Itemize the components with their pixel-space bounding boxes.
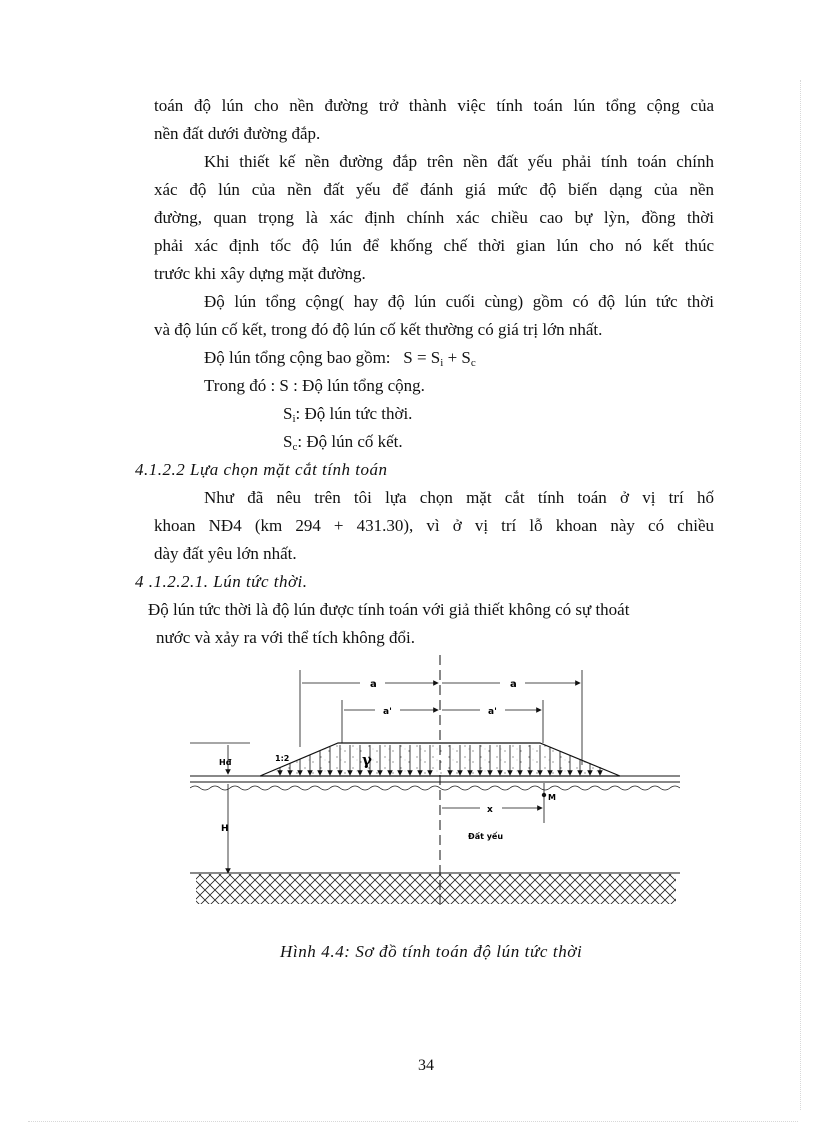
label-hd: Hđ	[219, 758, 232, 767]
label-a-right: a	[510, 679, 517, 690]
settlement-diagram	[190, 655, 680, 910]
formula-plus: + S	[443, 348, 471, 367]
si-symbol: S	[283, 404, 293, 423]
soft-soil-wavy-line	[190, 786, 680, 790]
formula-intro: Độ lún tổng cộng bao gồm:	[204, 348, 391, 367]
paragraph-line: nền đất dưới đường đắp.	[154, 124, 321, 143]
label-gamma: γ	[362, 751, 372, 769]
figure-caption: Hình 4.4: Sơ đồ tính toán độ lún tức thời	[280, 942, 583, 961]
page-number: 34	[418, 1057, 434, 1074]
section-heading: 4.1.2.2 Lựa chọn mặt cắt tính toán	[135, 460, 388, 479]
subsection-heading: 4 .1.2.2.1. Lún tức thời.	[135, 572, 308, 591]
where-label: Trong đó :	[204, 376, 276, 395]
paragraph-line: Như đã nêu trên tôi lựa chọn mặt cắt tính toán ở vị trí hố	[204, 488, 714, 507]
paragraph-line: trước khi xây dựng mặt đường.	[154, 264, 366, 283]
page-edge-bottom	[28, 1121, 798, 1122]
si-definition	[283, 404, 412, 424]
paragraph-line: toán độ lún cho nền đường trở thành việc tính toán lún tổng cộng của	[154, 96, 714, 115]
sc-text: : Độ lún cố kết.	[297, 432, 403, 451]
paragraph-line: và độ lún cố kết, trong đó độ lún cố kết thường có giá trị lớn nhất.	[154, 320, 603, 339]
label-a-prime-left: a'	[383, 707, 392, 717]
paragraph-line: Độ lún tổng cộng( hay độ lún cuối cùng) gồm có độ lún tức thời	[204, 292, 714, 311]
label-x: x	[487, 805, 493, 815]
paragraph-line: phải xác định tốc độ lún để khống chế thời gian lún cho nó kết thúc	[154, 236, 714, 255]
formula-lhs: S = S	[403, 348, 441, 367]
paragraph-line: dày đất yêu lớn nhất.	[154, 544, 297, 563]
label-a-prime-right: a'	[488, 707, 497, 717]
sc-subscript: c	[292, 441, 298, 453]
formula-sub-i: i	[440, 357, 444, 369]
label-soft-soil: Đất yếu	[468, 832, 504, 841]
paragraph-line: nước và xảy ra với thể tích không đổi.	[156, 628, 415, 647]
si-text: : Độ lún tức thời.	[295, 404, 413, 423]
sc-symbol: S	[283, 432, 293, 451]
paragraph-line: Khi thiết kế nền đường đắp trên nền đất yếu phải tính toán chính	[204, 152, 714, 171]
formula-line	[204, 348, 476, 368]
label-h: H	[221, 824, 229, 834]
page-edge-right	[800, 80, 801, 1110]
formula-sub-c: c	[470, 357, 476, 369]
point-m	[542, 793, 546, 797]
label-a-left: a	[370, 679, 377, 690]
paragraph-line: khoan NĐ4 (km 294 + 431.30), vì ở vị trí lỗ khoan này có chiều	[154, 516, 714, 535]
sc-definition	[283, 432, 403, 452]
paragraph-line: xác độ lún của nền đất yếu để đánh giá mức độ biến dạng của nền	[154, 180, 714, 199]
where-line	[204, 376, 425, 396]
s-definition: S : Độ lún tổng cộng.	[279, 376, 425, 395]
firm-layer-hatch	[196, 874, 676, 904]
si-subscript: i	[292, 413, 296, 425]
label-slope: 1:2	[275, 754, 290, 763]
paragraph-line: Độ lún tức thời là độ lún được tính toán với giả thiết không có sự thoát	[148, 600, 630, 619]
label-m: M	[548, 793, 556, 802]
paragraph-line: đường, quan trọng là xác định chính xác chiều cao bự lỳn, đồng thời	[154, 208, 714, 227]
